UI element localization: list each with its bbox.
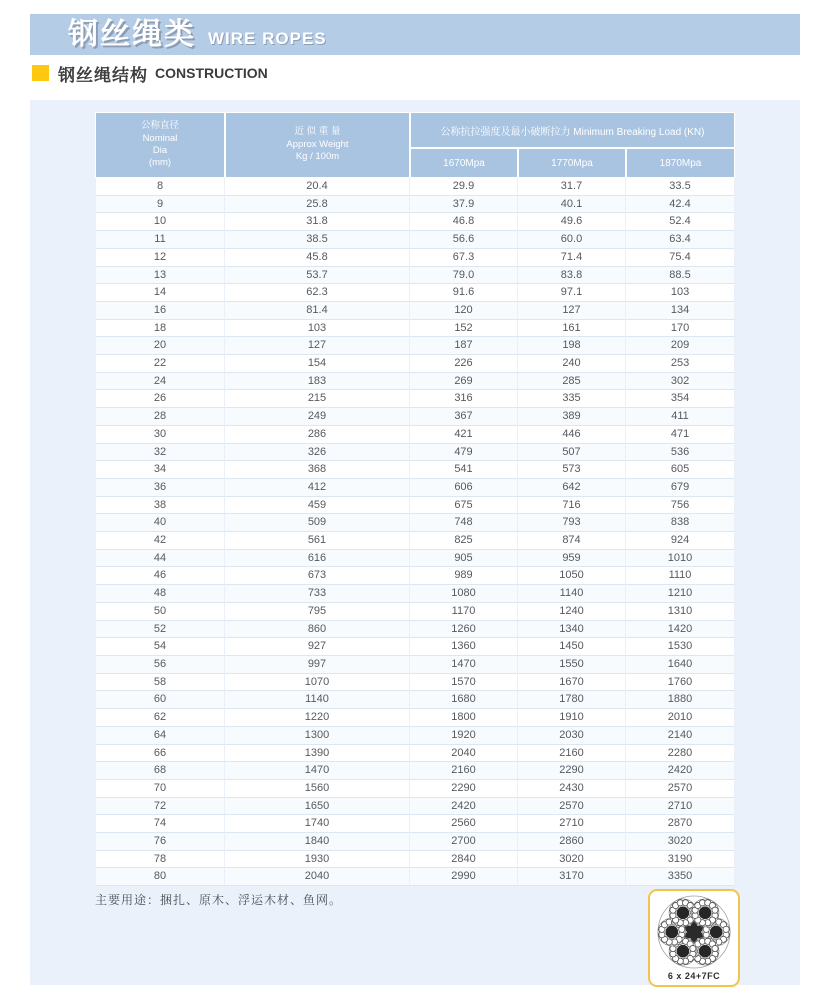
table-cell: 316 [410, 390, 518, 408]
table-cell: 2570 [626, 780, 735, 798]
table-cell: 1450 [518, 638, 626, 656]
table-cell: 71.4 [518, 249, 626, 267]
table-cell: 25.8 [225, 196, 410, 214]
table-row [95, 868, 735, 886]
table-cell: 240 [518, 355, 626, 373]
table-cell: 368 [225, 461, 410, 479]
table-cell: 62 [95, 709, 225, 727]
table-cell: 42.4 [626, 196, 735, 214]
table-cell: 354 [626, 390, 735, 408]
table-cell: 22 [95, 355, 225, 373]
table-cell: 825 [410, 532, 518, 550]
table-cell: 1010 [626, 550, 735, 568]
table-cell: 40 [95, 514, 225, 532]
table-row [95, 444, 735, 462]
table-cell: 66 [95, 745, 225, 763]
table-cell: 1910 [518, 709, 626, 727]
page-banner [30, 14, 800, 55]
header-weight-unit: Kg / 100m [295, 151, 340, 163]
table-row [95, 302, 735, 320]
table-row [95, 213, 735, 231]
table-cell: 37.9 [410, 196, 518, 214]
table-cell: 302 [626, 373, 735, 391]
table-cell: 103 [225, 320, 410, 338]
table-cell: 748 [410, 514, 518, 532]
table-cell: 54 [95, 638, 225, 656]
header-diameter [95, 112, 225, 178]
header-weight-en: Approx Weight [286, 138, 349, 150]
header-diameter-sub: Dia [152, 145, 168, 156]
table-cell: 412 [225, 479, 410, 497]
header-grade-1870: 1870Mpa [626, 148, 735, 178]
table-cell: 675 [410, 497, 518, 515]
section-title-zh: 钢丝绳结构 [58, 65, 148, 85]
table-cell: 1650 [225, 798, 410, 816]
table-cell: 88.5 [626, 267, 735, 285]
table-cell: 1390 [225, 745, 410, 763]
table-row [95, 762, 735, 780]
table-cell: 30 [95, 426, 225, 444]
table-row [95, 815, 735, 833]
table-cell: 103 [626, 284, 735, 302]
table-cell: 40.1 [518, 196, 626, 214]
table-cell: 1300 [225, 727, 410, 745]
table-cell: 127 [518, 302, 626, 320]
table-cell: 2840 [410, 851, 518, 869]
table-cell: 793 [518, 514, 626, 532]
table-cell: 2860 [518, 833, 626, 851]
table-cell: 62.3 [225, 284, 410, 302]
table-cell: 11 [95, 231, 225, 249]
table-cell: 74 [95, 815, 225, 833]
table-row [95, 461, 735, 479]
table-cell: 253 [626, 355, 735, 373]
table-cell: 76 [95, 833, 225, 851]
table-body [95, 178, 735, 886]
table-cell: 733 [225, 585, 410, 603]
table-row [95, 178, 735, 196]
table-row [95, 780, 735, 798]
table-cell: 58 [95, 674, 225, 692]
table-cell: 14 [95, 284, 225, 302]
table-cell: 989 [410, 567, 518, 585]
table-cell: 10 [95, 213, 225, 231]
table-cell: 606 [410, 479, 518, 497]
table-cell: 673 [225, 567, 410, 585]
table-row [95, 550, 735, 568]
table-row [95, 691, 735, 709]
table-cell: 2040 [410, 745, 518, 763]
table-cell: 2870 [626, 815, 735, 833]
table-cell: 1760 [626, 674, 735, 692]
table-cell: 1680 [410, 691, 518, 709]
rope-diagram-box [648, 889, 740, 987]
table-cell: 67.3 [410, 249, 518, 267]
table-row [95, 390, 735, 408]
table-cell: 60.0 [518, 231, 626, 249]
table-cell: 68 [95, 762, 225, 780]
table-cell: 46.8 [410, 213, 518, 231]
table-cell: 1840 [225, 833, 410, 851]
table-cell: 226 [410, 355, 518, 373]
table-cell: 64 [95, 727, 225, 745]
table-cell: 70 [95, 780, 225, 798]
table-cell: 421 [410, 426, 518, 444]
table-cell: 13 [95, 267, 225, 285]
table-cell: 1080 [410, 585, 518, 603]
table-cell: 2420 [410, 798, 518, 816]
header-weight-zh: 近 似 重 量 [294, 126, 341, 138]
table-cell: 795 [225, 603, 410, 621]
table-cell: 756 [626, 497, 735, 515]
table-cell: 479 [410, 444, 518, 462]
table-row [95, 638, 735, 656]
table-cell: 2290 [410, 780, 518, 798]
table-row [95, 426, 735, 444]
table-row [95, 833, 735, 851]
table-cell: 16 [95, 302, 225, 320]
table-row [95, 231, 735, 249]
table-cell: 2290 [518, 762, 626, 780]
table-cell: 1220 [225, 709, 410, 727]
table-cell: 2160 [518, 745, 626, 763]
table-cell: 2010 [626, 709, 735, 727]
table-row [95, 284, 735, 302]
table-cell: 209 [626, 337, 735, 355]
table-cell: 2430 [518, 780, 626, 798]
table-cell: 3190 [626, 851, 735, 869]
table-cell: 187 [410, 337, 518, 355]
table-cell: 1170 [410, 603, 518, 621]
page-title-zh: 钢丝绳类 [68, 17, 196, 51]
table-cell: 1260 [410, 621, 518, 639]
table-cell: 536 [626, 444, 735, 462]
section-bullet-icon [32, 65, 49, 81]
spec-table [95, 112, 735, 886]
table-cell: 50 [95, 603, 225, 621]
table-cell: 72 [95, 798, 225, 816]
table-cell: 3170 [518, 868, 626, 886]
table-cell: 1310 [626, 603, 735, 621]
table-cell: 286 [225, 426, 410, 444]
table-cell: 3020 [626, 833, 735, 851]
table-cell: 1570 [410, 674, 518, 692]
table-cell: 32 [95, 444, 225, 462]
table-cell: 446 [518, 426, 626, 444]
table-cell: 56 [95, 656, 225, 674]
table-cell: 48 [95, 585, 225, 603]
table-cell: 838 [626, 514, 735, 532]
table-row [95, 373, 735, 391]
table-row [95, 567, 735, 585]
table-row [95, 408, 735, 426]
table-cell: 924 [626, 532, 735, 550]
table-cell: 26 [95, 390, 225, 408]
header-diameter-zh: 公称直径 [140, 120, 179, 132]
table-cell: 3350 [626, 868, 735, 886]
table-cell: 52.4 [626, 213, 735, 231]
table-cell: 367 [410, 408, 518, 426]
table-cell: 183 [225, 373, 410, 391]
table-cell: 9 [95, 196, 225, 214]
table-cell: 561 [225, 532, 410, 550]
table-cell: 997 [225, 656, 410, 674]
header-diameter-en: Nominal [142, 132, 178, 144]
table-row [95, 727, 735, 745]
table-cell: 1640 [626, 656, 735, 674]
table-cell: 509 [225, 514, 410, 532]
table-cell: 927 [225, 638, 410, 656]
table-row [95, 497, 735, 515]
table-cell: 716 [518, 497, 626, 515]
table-row [95, 532, 735, 550]
table-cell: 1360 [410, 638, 518, 656]
table-cell: 1470 [225, 762, 410, 780]
table-cell: 38.5 [225, 231, 410, 249]
table-cell: 78 [95, 851, 225, 869]
table-cell: 198 [518, 337, 626, 355]
table-cell: 326 [225, 444, 410, 462]
table-cell: 33.5 [626, 178, 735, 196]
table-cell: 52 [95, 621, 225, 639]
table-cell: 80 [95, 868, 225, 886]
table-cell: 1240 [518, 603, 626, 621]
header-diameter-unit: (mm) [148, 157, 172, 169]
table-cell: 1140 [225, 691, 410, 709]
table-cell: 2560 [410, 815, 518, 833]
table-cell: 471 [626, 426, 735, 444]
table-cell: 2280 [626, 745, 735, 763]
table-cell: 161 [518, 320, 626, 338]
table-cell: 1880 [626, 691, 735, 709]
table-cell: 20.4 [225, 178, 410, 196]
table-row [95, 514, 735, 532]
table-row [95, 709, 735, 727]
table-cell: 2160 [410, 762, 518, 780]
table-cell: 249 [225, 408, 410, 426]
table-cell: 1340 [518, 621, 626, 639]
table-cell: 1530 [626, 638, 735, 656]
table-row [95, 745, 735, 763]
table-row [95, 479, 735, 497]
rope-construction-label: 6 x 24+7FC [667, 971, 721, 981]
table-cell: 679 [626, 479, 735, 497]
rope-cross-section-diagram [656, 894, 732, 970]
table-cell: 459 [225, 497, 410, 515]
table-cell: 42 [95, 532, 225, 550]
header-weight [225, 112, 410, 178]
table-cell: 44 [95, 550, 225, 568]
table-cell: 154 [225, 355, 410, 373]
table-cell: 18 [95, 320, 225, 338]
table-cell: 2710 [626, 798, 735, 816]
table-cell: 29.9 [410, 178, 518, 196]
table-cell: 573 [518, 461, 626, 479]
table-cell: 3020 [518, 851, 626, 869]
table-cell: 8 [95, 178, 225, 196]
table-row [95, 656, 735, 674]
table-cell: 1670 [518, 674, 626, 692]
table-row [95, 798, 735, 816]
table-row [95, 674, 735, 692]
table-cell: 411 [626, 408, 735, 426]
header-grade-1670: 1670Mpa [410, 148, 518, 178]
table-cell: 616 [225, 550, 410, 568]
table-row [95, 337, 735, 355]
table-cell: 2570 [518, 798, 626, 816]
table-cell: 63.4 [626, 231, 735, 249]
table-cell: 1560 [225, 780, 410, 798]
table-row [95, 603, 735, 621]
table-cell: 541 [410, 461, 518, 479]
table-cell: 127 [225, 337, 410, 355]
table-cell: 170 [626, 320, 735, 338]
table-cell: 91.6 [410, 284, 518, 302]
table-cell: 285 [518, 373, 626, 391]
table-cell: 874 [518, 532, 626, 550]
table-cell: 53.7 [225, 267, 410, 285]
table-cell: 38 [95, 497, 225, 515]
table-row [95, 249, 735, 267]
table-cell: 56.6 [410, 231, 518, 249]
table-cell: 1050 [518, 567, 626, 585]
table-cell: 269 [410, 373, 518, 391]
table-cell: 605 [626, 461, 735, 479]
table-cell: 2700 [410, 833, 518, 851]
table-row [95, 621, 735, 639]
table-cell: 120 [410, 302, 518, 320]
table-cell: 12 [95, 249, 225, 267]
table-cell: 49.6 [518, 213, 626, 231]
table-cell: 2040 [225, 868, 410, 886]
table-cell: 389 [518, 408, 626, 426]
table-row [95, 267, 735, 285]
table-cell: 860 [225, 621, 410, 639]
table-cell: 24 [95, 373, 225, 391]
table-cell: 1110 [626, 567, 735, 585]
table-cell: 1800 [410, 709, 518, 727]
header-grade-1770: 1770Mpa [518, 148, 626, 178]
table-cell: 2710 [518, 815, 626, 833]
table-cell: 2990 [410, 868, 518, 886]
table-cell: 20 [95, 337, 225, 355]
table-cell: 1740 [225, 815, 410, 833]
table-cell: 1920 [410, 727, 518, 745]
table-cell: 1470 [410, 656, 518, 674]
table-cell: 34 [95, 461, 225, 479]
table-row [95, 320, 735, 338]
section-heading [32, 63, 268, 83]
table-cell: 1420 [626, 621, 735, 639]
table-cell: 36 [95, 479, 225, 497]
table-row [95, 196, 735, 214]
table-cell: 31.8 [225, 213, 410, 231]
table-cell: 28 [95, 408, 225, 426]
table-cell: 905 [410, 550, 518, 568]
table-cell: 97.1 [518, 284, 626, 302]
table-cell: 642 [518, 479, 626, 497]
table-cell: 2140 [626, 727, 735, 745]
table-cell: 1780 [518, 691, 626, 709]
table-cell: 81.4 [225, 302, 410, 320]
page-title-en: WIRE ROPES [208, 28, 327, 48]
table-cell: 1930 [225, 851, 410, 869]
table-cell: 2420 [626, 762, 735, 780]
table-cell: 959 [518, 550, 626, 568]
table-cell: 79.0 [410, 267, 518, 285]
table-cell: 2030 [518, 727, 626, 745]
table-cell: 75.4 [626, 249, 735, 267]
table-cell: 1210 [626, 585, 735, 603]
header-breaking-load-group: 公称抗拉强度及最小破断拉力 Minimum Breaking Load (KN) [410, 112, 735, 148]
table-cell: 1140 [518, 585, 626, 603]
table-cell: 83.8 [518, 267, 626, 285]
table-cell: 31.7 [518, 178, 626, 196]
table-cell: 215 [225, 390, 410, 408]
usage-note: 主要用途：捆扎、原木、浮运木材、鱼网。 [95, 893, 343, 907]
table-cell: 46 [95, 567, 225, 585]
table-cell: 134 [626, 302, 735, 320]
table-cell: 152 [410, 320, 518, 338]
table-cell: 507 [518, 444, 626, 462]
table-header [95, 112, 735, 178]
section-title-en: CONSTRUCTION [155, 65, 268, 81]
table-cell: 60 [95, 691, 225, 709]
table-row [95, 585, 735, 603]
table-cell: 1550 [518, 656, 626, 674]
table-cell: 335 [518, 390, 626, 408]
table-cell: 1070 [225, 674, 410, 692]
table-row [95, 851, 735, 869]
table-row [95, 355, 735, 373]
table-cell: 45.8 [225, 249, 410, 267]
